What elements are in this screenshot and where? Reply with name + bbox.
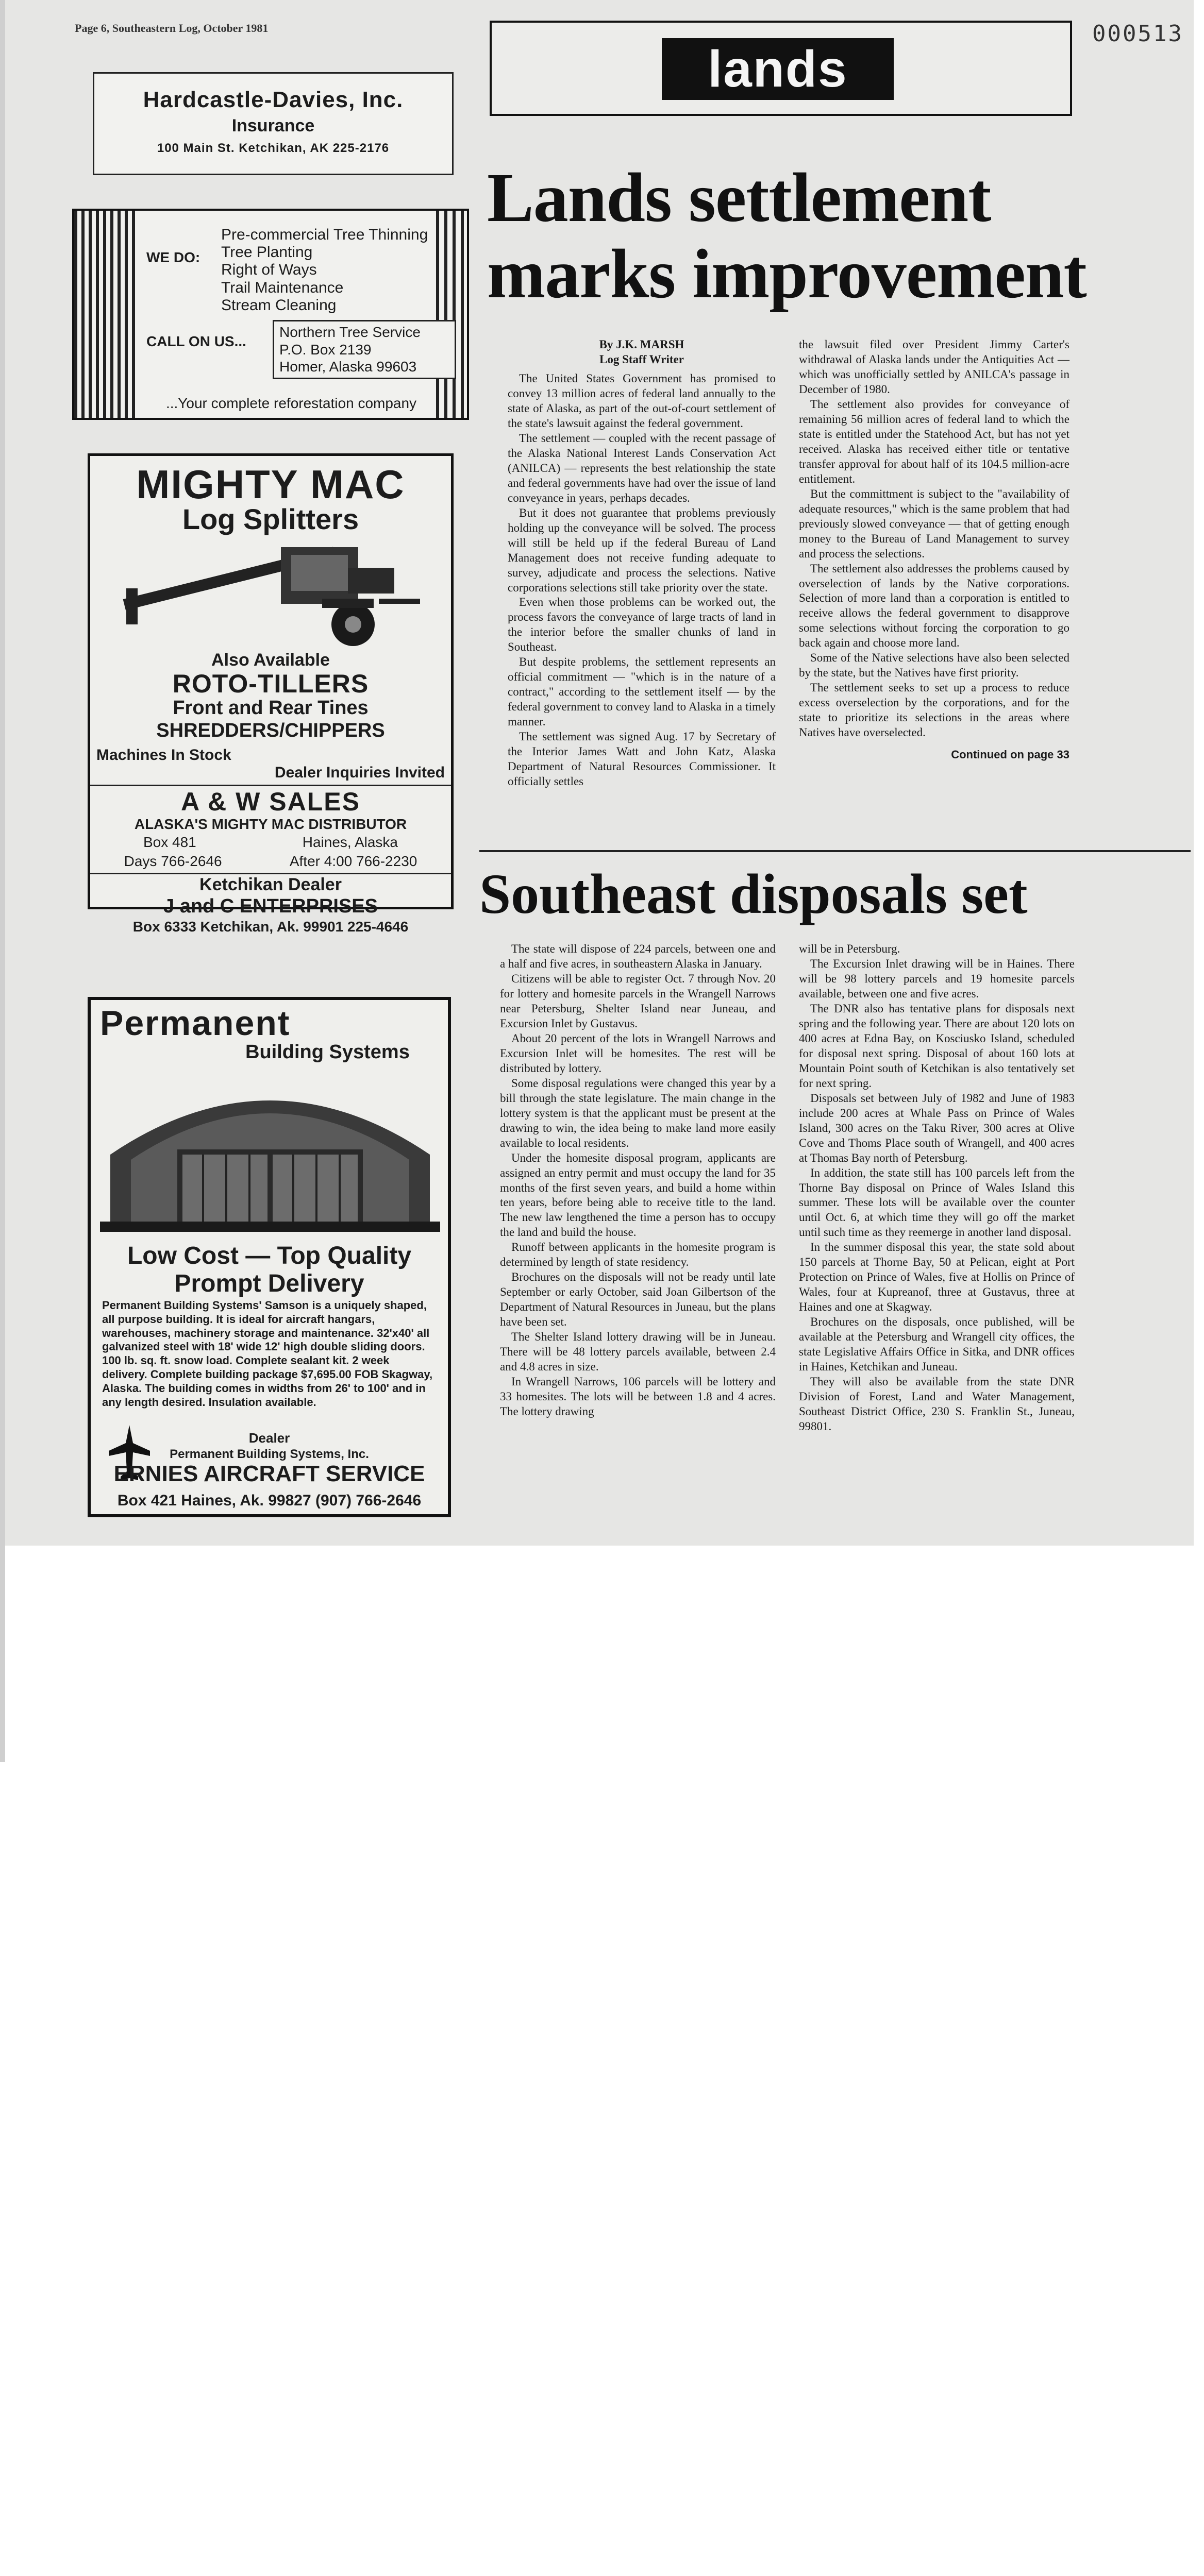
call-us-label: CALL ON US...: [146, 333, 246, 349]
phone-row: [90, 852, 451, 871]
in-stock-row: [90, 747, 451, 764]
paragraph: Runoff between applicants in the homesite program is determined by length of state residency.: [500, 1241, 776, 1269]
prompt-delivery-label: Prompt Delivery: [174, 1269, 364, 1297]
paragraph: The settlement also provides for conveyance of remaining 56 million acres of federal land to which the state is entitled under the Statehood Act, but has not yet received. Alaska has received either title or tentative transfer approval for about half of its 104.5 million-acre entitlement.: [799, 397, 1069, 485]
section-banner: [490, 21, 1072, 116]
service-item: Stream Cleaning: [221, 296, 337, 314]
article-headline: Southeast disposals set: [479, 862, 1028, 925]
insurance-label: Insurance: [231, 116, 315, 135]
low-cost-label: Low Cost — Top Quality: [127, 1242, 412, 1269]
service-item: Right of Ways: [221, 261, 317, 279]
jc-address: Box 6333 Ketchikan, Ak. 99901 225-4646: [132, 919, 409, 935]
in-stock-label: Machines In Stock: [96, 746, 231, 764]
service-item: Trail Maintenance: [221, 279, 344, 296]
tree-po-box: P.O. Box 2139: [279, 341, 372, 358]
paragraph: But despite problems, the settlement represents an official commitment — "which is in the nature of a contract," according to the settlement itself — by the federal government to convey land to Alaska in a timely manner.: [508, 655, 776, 728]
permanent-title: Permanent: [100, 1004, 291, 1043]
tree-tagline: ...Your complete reforestation company: [146, 395, 436, 412]
mighty-mac-title: MIGHTY MAC: [136, 462, 405, 507]
byline-author: By J.K. MARSH: [599, 338, 684, 351]
aw-sales-name: A & W SALES: [90, 785, 451, 816]
service-item: Tree Planting: [221, 244, 313, 261]
paragraph: The settlement — coupled with the recent passage of the Alaska National Interest Lands Conservation Act (ANILCA) — represents the best relationship the state and federal governments have had over the issue of land conveyance in years, perhaps decades.: [508, 431, 776, 504]
paragraph: The Shelter Island lottery drawing will be in Juneau. There will be 48 lottery parcels available, between 2.4 and 4.8 acres in size.: [500, 1330, 776, 1374]
dealer-label: Dealer: [248, 1430, 290, 1446]
permanent-body-text: Permanent Building Systems' Samson is a uniquely shaped, all purpose building. It is ideal for aircraft hangars, warehouses, machinery storage and maintenance. 32'x40' all galvanized steel with 18' wide 12' high double sliding doors. 100 lb. sq. ft. snow load. Complete sealant kit. 2 week delivery. Complete building package $7,695.00 FOB Skagway, Alaska. The building comes in widths from 26' to 100' and in any length desired. Insulation available.: [102, 1299, 433, 1409]
insurance-company-name: Hardcastle-Davies, Inc.: [143, 87, 404, 112]
paragraph: The settlement seeks to set up a process to reduce excess overselection by the corporations, and for the state to prioritize its selections in the areas where Natives have overselected.: [799, 681, 1069, 739]
tree-silhouette-icon: [436, 211, 467, 418]
paragraph: Some of the Native selections have also been selected by the state, but the Natives have first priority.: [799, 651, 1069, 680]
paragraph: Disposals set between July of 1982 and June of 1983 include 200 acres at Whale Pass on Prince of Wales Island, 300 acres on the Taku River, 300 acres at Olive Cove and Thoms Place south of Wrangell, and 400 acres at Thomas Bay north of Petersburg.: [799, 1091, 1075, 1164]
paragraph: In the summer disposal this year, the state sold about 150 parcels at Thorne Bay, 50 at Pelican, eight at Port Protection on Prince of Wales, five at Hollis on Prince of Wales, four at Kupreanof, three at Gustavus, three at Haines and one at Skagway.: [799, 1241, 1075, 1314]
article-headline: Lands settlement marks improvement: [487, 159, 1086, 313]
article-divider: [479, 850, 1191, 852]
paragraph: The settlement was signed Aug. 17 by Secretary of the Interior James Watt and John Katz, Alaska Department of Natural Resources Commissioner. It officially settles: [508, 730, 776, 788]
insurance-ad: [93, 72, 454, 175]
paragraph: the lawsuit filed over President Jimmy Carter's withdrawal of Alaska lands under the Antiquities Act — which was unofficially settled by ANILCA's passage in December of 1980.: [799, 338, 1069, 396]
aw-after-phone: After 4:00 766-2230: [289, 853, 417, 869]
paragraph: The United States Government has promised to convey 13 million acres of federal land annually to the state of Alaska, as part of the out-of-court settlement of the state's lawsuit against the federal government.: [508, 371, 776, 430]
paragraph: About 20 percent of the lots in Wrangell Narrows and Excursion Inlet will be homesites. The rest will be distributed by lottery.: [500, 1031, 776, 1075]
paragraph: will be in Petersburg.: [799, 942, 900, 955]
section-banner-box: [662, 38, 894, 100]
front-rear-tines-label: Front and Rear Tines: [173, 697, 369, 719]
paragraph: But the committment is subject to the "availability of adequate resources," which is the same problem that had previously slowed conveyance — that of getting enough money to the Bureau of Land Management to survey and process the selections.: [799, 487, 1069, 560]
article-column-1: [500, 942, 776, 1419]
page-folio: Page 6, Southeastern Log, October 1981: [75, 22, 269, 35]
article-column-2: [799, 942, 1075, 1434]
tree-city: Homer, Alaska 99603: [279, 359, 417, 375]
ketchikan-dealer-label: Ketchikan Dealer: [90, 873, 451, 895]
aw-city: Haines, Alaska: [302, 834, 398, 851]
aw-days-phone: Days 766-2646: [124, 853, 222, 869]
byline-role: Log Staff Writer: [599, 352, 684, 366]
aw-box: Box 481: [143, 834, 196, 851]
dealer-inquiries-label: Dealer Inquiries Invited: [274, 764, 445, 781]
distributor-label: ALASKA'S MIGHTY MAC DISTRIBUTOR: [134, 816, 407, 833]
paragraph: In Wrangell Narrows, 106 parcels will be lottery and 33 homesites. The lots will be between 1.8 and 4 acres. The lottery drawing: [500, 1375, 776, 1418]
permanent-building-ad: [88, 997, 451, 1517]
paragraph: Some disposal regulations were changed this year by a bill through the state legislature. The main change in the lottery system is that the applicant must be present at the drawing to win, the idea being to make land more easily available to local residents.: [500, 1076, 776, 1149]
mighty-mac-subtitle: Log Splitters: [182, 503, 359, 535]
insurance-address: 100 Main St. Ketchikan, AK 225-2176: [157, 141, 390, 155]
shredders-label: SHREDDERS/CHIPPERS: [156, 719, 385, 741]
tree-company-name: Northern Tree Service: [279, 324, 421, 340]
newspaper-page: [5, 0, 1194, 1546]
log-splitter-icon: [111, 537, 430, 650]
page-edge: [0, 0, 5, 1762]
paragraph: But it does not guarantee that problems previously holding up the conveyance will be solved. The process will still be held up if the federal Bureau of Land Management does not receive funding adequate to survey, adjudicate and process the selections. Native corporations selections still take priority over the state.: [508, 506, 776, 594]
article-column-2: [799, 337, 1069, 762]
we-do-label: WE DO:: [146, 249, 200, 265]
permanent-company-name: Permanent Building Systems, Inc.: [170, 1447, 369, 1461]
tree-service-ad: [72, 209, 469, 420]
tree-service-address-box: [273, 320, 456, 379]
paragraph: Brochures on the disposals, once published, will be available at the Petersburg and Wrangell city offices, the state Legislative Affairs Office in Sitka, and DNR offices in Haines, Ketchikan and Juneau.: [799, 1315, 1075, 1374]
service-item: Pre-commercial Tree Thinning: [221, 226, 428, 243]
mighty-mac-ad: [88, 453, 454, 935]
section-label: lands: [708, 40, 848, 98]
tree-silhouette-icon: [74, 211, 139, 418]
jc-enterprises-name: J and C ENTERPRISES: [163, 895, 378, 917]
page-number: 000513: [1092, 21, 1183, 47]
building-systems-label: Building Systems: [245, 1041, 410, 1063]
paragraph: The DNR also has tentative plans for disposals next spring and the following year. There are about 120 lots on 400 acres at Edna Bay, on Kosciusko Island, scheduled for disposal next spring. Disposal of about 160 lots at Mountain Point south of Ketchikan is also tentatively set for next spring.: [799, 1002, 1075, 1090]
ernies-address: Box 421 Haines, Ak. 99827 (907) 766-2646: [117, 1492, 422, 1509]
roto-tillers-label: ROTO-TILLERS: [172, 669, 369, 698]
paragraph: In addition, the state still has 100 parcels left from the Thorne Bay disposal on Prince of Wales Island this summer. These lots will be available over the counter until Oct. 6, at which time they will go off the market until such time as they reemerge in another land disposal.: [799, 1166, 1075, 1239]
paragraph: The Excursion Inlet drawing will be in Haines. There will be 98 lottery parcels and 19 homesite parcels available, between one and five acres.: [799, 957, 1075, 1000]
article-column-1: [508, 337, 776, 789]
low-cost-headline: [91, 1242, 448, 1298]
paragraph: The state will dispose of 224 parcels, between one and a half and five acres, in southeastern Alaska in January.: [500, 942, 776, 970]
paragraph: The settlement also addresses the problems caused by overselection of lands by the Native corporations. Selection of more land than a corporation is entitled to receive allows the federal government to disapprove some selections without forcing the corporation to go back again and choose more land.: [799, 562, 1069, 650]
contact-row: [90, 833, 451, 852]
also-available-label: Also Available: [211, 650, 330, 670]
quonset-building-icon: [100, 1067, 440, 1237]
continued-link: Continued on page 33: [951, 748, 1069, 761]
ernies-aircraft-service: ERNIES AIRCRAFT SERVICE: [113, 1461, 425, 1486]
paragraph: Citizens will be able to register Oct. 7 through Nov. 20 for lottery and homesite parcels in the Wrangell Narrows near Petersburg, Shelter Island near Juneau, and Excursion Inlet by Gustavus.: [500, 972, 776, 1030]
byline: [508, 337, 776, 367]
paragraph: Under the homesite disposal program, applicants are assigned an entry permit and must occupy the land for 35 months of the first seven years, and build a home within ten years, before being able to receive title to the land. The new law lengthened the time a person has to occupy the land and build the house.: [500, 1151, 776, 1239]
services-list: [221, 226, 428, 314]
paragraph: Brochures on the disposals will not be ready until late September or early October, said Joan Gilbertson of the Department of Natural Resources in Juneau, but the plans have been set.: [500, 1270, 776, 1329]
paragraph: They will also be available from the state DNR Division of Forest, Land and Water Management, Southeast District Office, 230 S. Franklin St., Juneau, 99801.: [799, 1375, 1075, 1433]
paragraph: Even when those problems can be worked out, the process favors the conveyance of large tracts of land in the interior before the smaller chunks of land in Southeast.: [508, 596, 776, 654]
